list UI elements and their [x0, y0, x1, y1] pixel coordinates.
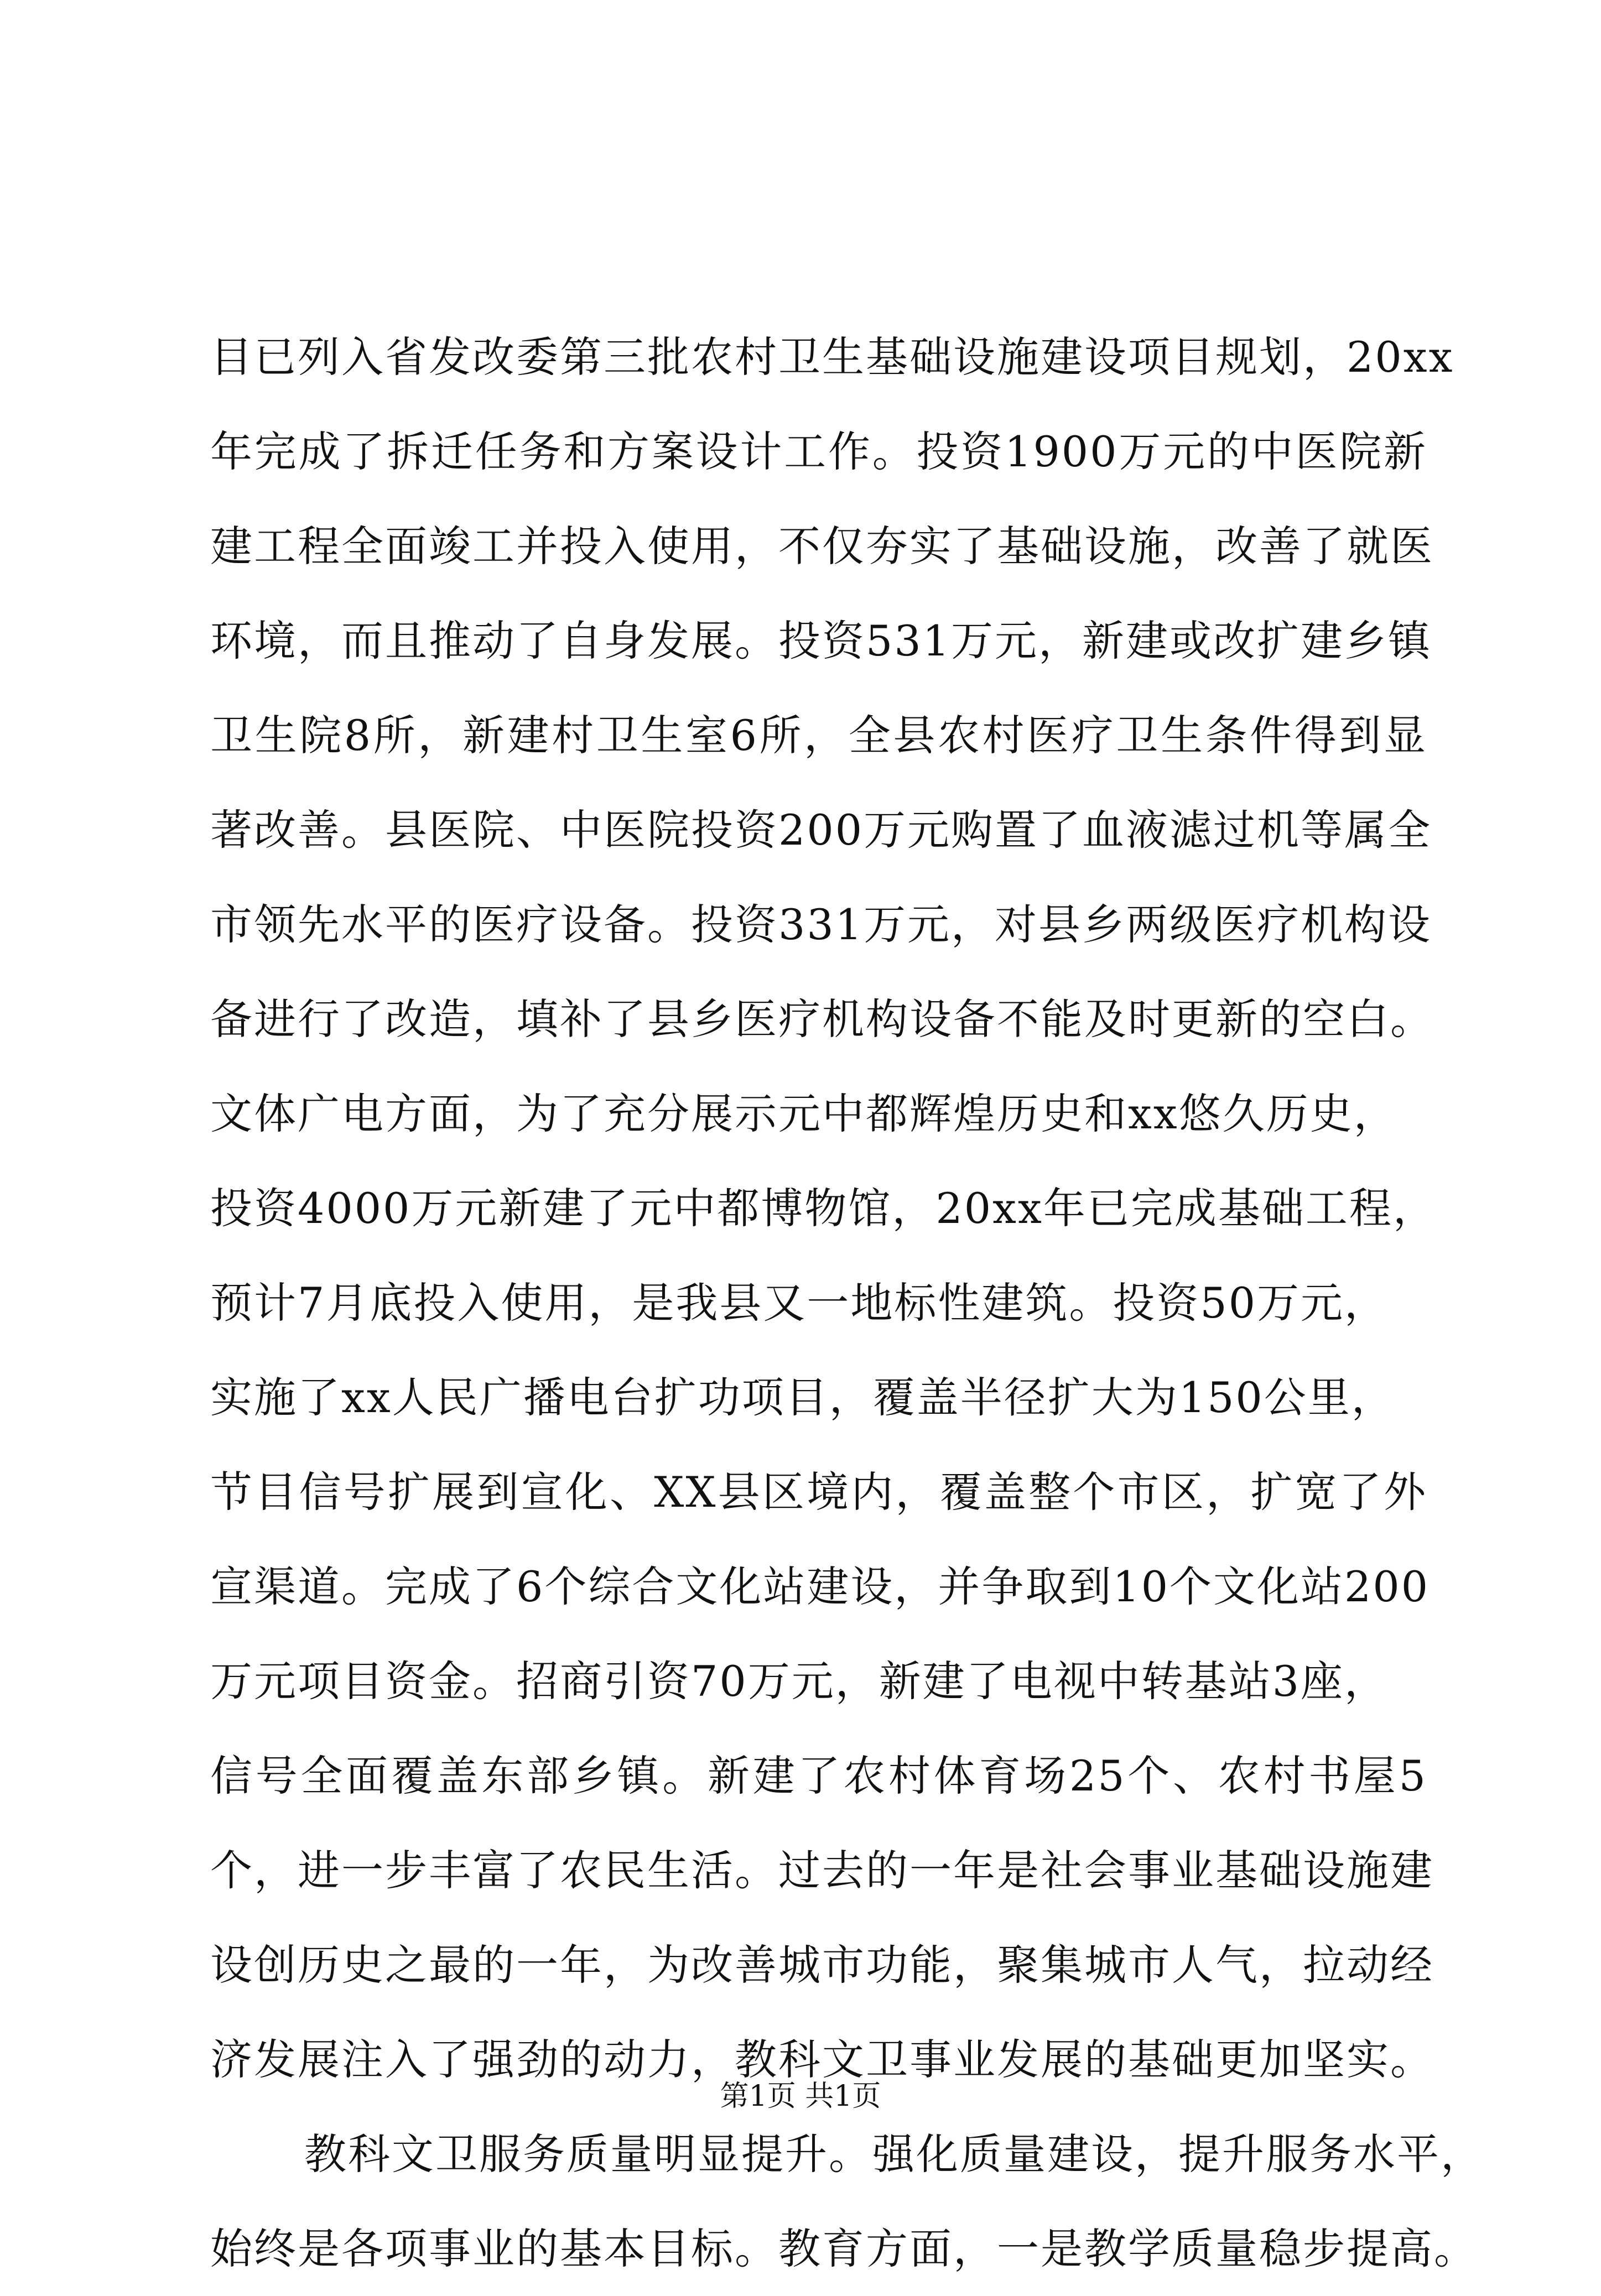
text-line: 个，进一步丰富了农民生活。过去的一年是社会事业基础设施建: [210, 1846, 1434, 1895]
text-line: 信号全面覆盖东部乡镇。新建了农村体育场25个、农村书屋5: [210, 1751, 1427, 1800]
text-line: 节目信号扩展到宣化、XX县区境内，覆盖整个市区，扩宽了外: [210, 1467, 1427, 1517]
body-text: [210, 310, 1484, 2296]
text-line: 宣渠道。完成了6个综合文化站建设，并争取到10个文化站200: [210, 1562, 1430, 1611]
text-line: 预计7月底投入使用，是我县又一地标性建筑。投资50万元，: [210, 1278, 1389, 1327]
text-line: 著改善。县医院、中医院投资200万元购置了血液滤过机等属全: [210, 805, 1432, 855]
text-line: 设创历史之最的一年，为改善城市功能，聚集城市人气，拉动经: [210, 1940, 1434, 1990]
text-line: 建工程全面竣工并投入使用，不仅夯实了基础设施，改善了就医: [210, 522, 1434, 571]
page-footer: 第1页 共1页: [720, 2080, 881, 2113]
text-line: 市领先水平的医疗设备。投资331万元，对县乡两级医疗机构设: [210, 900, 1432, 949]
text-line: 万元项目资金。招商引资70万元，新建了电视中转基站3座，: [210, 1657, 1389, 1706]
text-line: 投资4000万元新建了元中都博物馆，20xx年已完成基础工程，: [210, 1184, 1437, 1233]
text-line: 文体广电方面，为了充分展示元中都辉煌历史和xx悠久历史，: [210, 1089, 1397, 1138]
text-line: 实施了xx人民广播电台扩功项目，覆盖半径扩大为150公里，: [210, 1373, 1395, 1422]
text-line: 备进行了改造，填补了县乡医疗机构设备不能及时更新的空白。: [210, 995, 1434, 1044]
paragraph-first-line: 教科文卫服务质量明显提升。强化质量建设，提升服务水平，: [304, 2130, 1484, 2179]
text-line: 目已列入省发改委第三批农村卫生基础设施建设项目规划，20xx: [210, 332, 1454, 382]
text-line: 济发展注入了强劲的动力，教科文卫事业发展的基础更加坚实。: [210, 2035, 1434, 2084]
text-line: 年完成了拆迁任务和方案设计工作。投资1900万元的中医院新: [210, 427, 1427, 476]
text-line: 始终是各项事业的基本目标。教育方面，一是教学质量稳步提高。: [210, 2224, 1478, 2273]
text-line: 卫生院8所，新建村卫生室6所，全县农村医疗卫生条件得到显: [210, 711, 1427, 760]
text-line: 环境，而且推动了自身发展。投资531万元，新建或改扩建乡镇: [210, 616, 1432, 665]
